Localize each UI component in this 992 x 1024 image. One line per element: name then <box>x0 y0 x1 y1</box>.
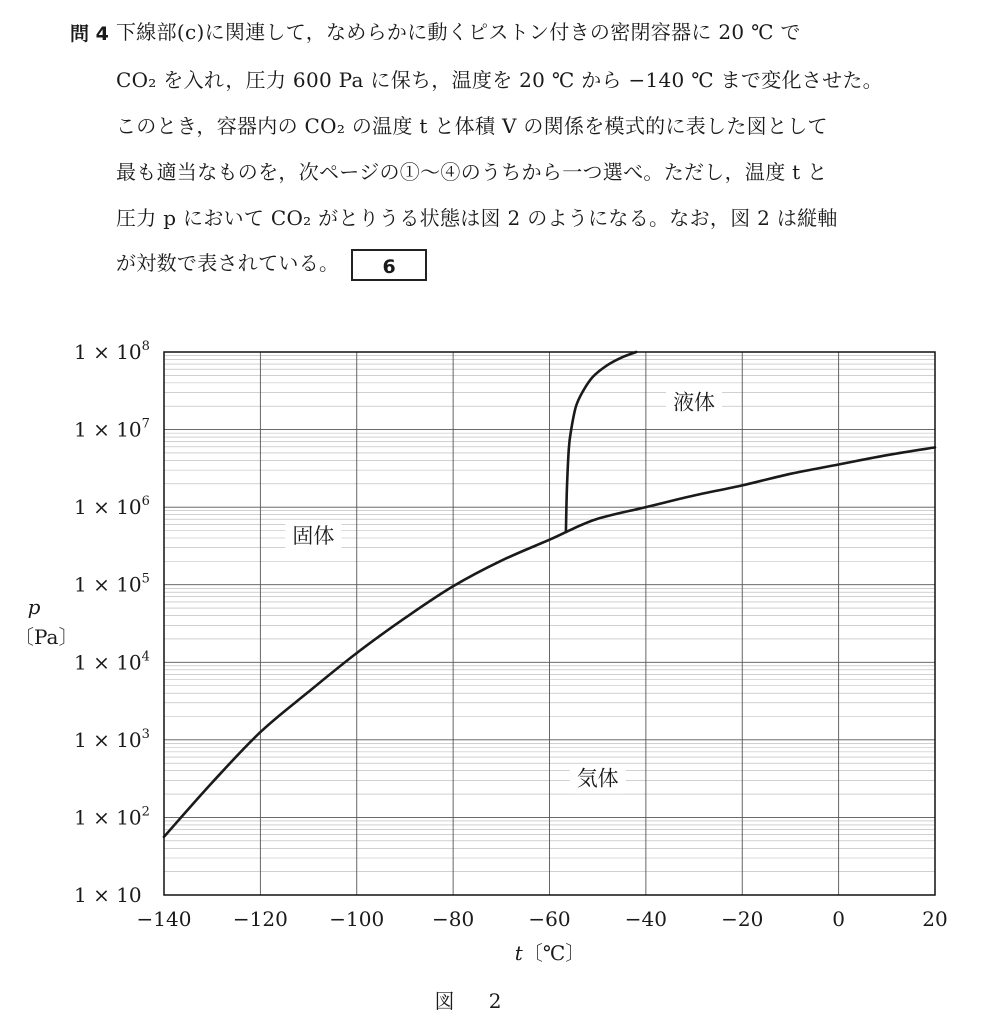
y-tick-label: $1 \times 10^2$ <box>74 804 150 830</box>
y-tick-labels <box>74 339 150 907</box>
x-axis-label <box>500 937 600 966</box>
question-line-6-text: が対数で表されている。 <box>116 251 340 275</box>
y-axis-unit: 〔Pa〕 <box>14 625 79 649</box>
x-tick-label: −100 <box>329 907 385 931</box>
x-tick-label: −20 <box>721 907 764 931</box>
major-gridlines <box>164 352 935 895</box>
y-tick-exponent: 3 <box>141 726 150 742</box>
x-tick-labels <box>137 907 948 931</box>
question-line-2: CO₂ を入れ，圧力 600 Pa に保ち，温度を 20 ℃ から −140 ℃ まで変化させた。 <box>116 68 883 92</box>
x-tick-label: −60 <box>528 907 571 931</box>
region-labels <box>285 387 722 793</box>
region-label: 気体 <box>576 766 619 791</box>
x-tick-label: −80 <box>432 907 475 931</box>
x-tick-label: −40 <box>624 907 667 931</box>
y-axis-label <box>14 592 79 652</box>
y-tick-exponent: 5 <box>141 571 150 587</box>
question-line-5: 圧力 p において CO₂ がとりうる状態は図 2 のようになる。なお，図 2 は縦軸 <box>116 206 838 230</box>
x-tick-label: 20 <box>922 907 948 931</box>
y-tick-exponent: 2 <box>141 804 150 820</box>
y-tick-label: $1 \times 10^8$ <box>74 339 150 364</box>
x-tick-label: 0 <box>832 907 845 931</box>
region-label: 固体 <box>292 523 335 548</box>
y-tick-label: $1 \times 10^4$ <box>74 649 150 675</box>
y-tick-label: $1 \times 10^3$ <box>74 726 150 752</box>
region-label: 液体 <box>673 390 716 415</box>
x-axis-unit: 〔℃〕 <box>522 941 586 965</box>
answer-box: 6 <box>351 249 427 281</box>
y-tick-label: $1 \times 10^5$ <box>74 571 150 597</box>
y-tick-label: $1 \times 10^6$ <box>74 494 150 520</box>
y-tick-exponent: 6 <box>141 494 150 510</box>
curve-sublimation-curve <box>164 532 566 837</box>
question-line-3: このとき，容器内の CO₂ の温度 t と体積 V の関係を模式的に表した図として <box>116 114 828 138</box>
question-number: 問 4 <box>70 23 109 45</box>
question-line-4: 最も適当なものを，次ページの①〜④のうちから一つ選べ。ただし，温度 t と <box>116 160 828 184</box>
y-tick-exponent: 8 <box>141 339 150 354</box>
y-tick-label: 1 × 10 <box>74 883 142 907</box>
x-tick-label: −140 <box>136 907 192 931</box>
x-tick-label: −120 <box>232 907 288 931</box>
y-axis-symbol: p <box>27 595 41 619</box>
curve-melting-curve <box>566 352 636 532</box>
y-tick-label: $1 \times 10^7$ <box>74 416 150 442</box>
question-line-1: 下線部(c)に関連して，なめらかに動くピストン付きの密閉容器に 20 ℃ で <box>116 20 801 44</box>
x-axis-symbol: t <box>514 941 523 965</box>
figure-caption: 図 2 <box>434 989 516 1013</box>
y-tick-exponent: 7 <box>141 416 150 432</box>
y-tick-exponent: 4 <box>141 649 150 665</box>
